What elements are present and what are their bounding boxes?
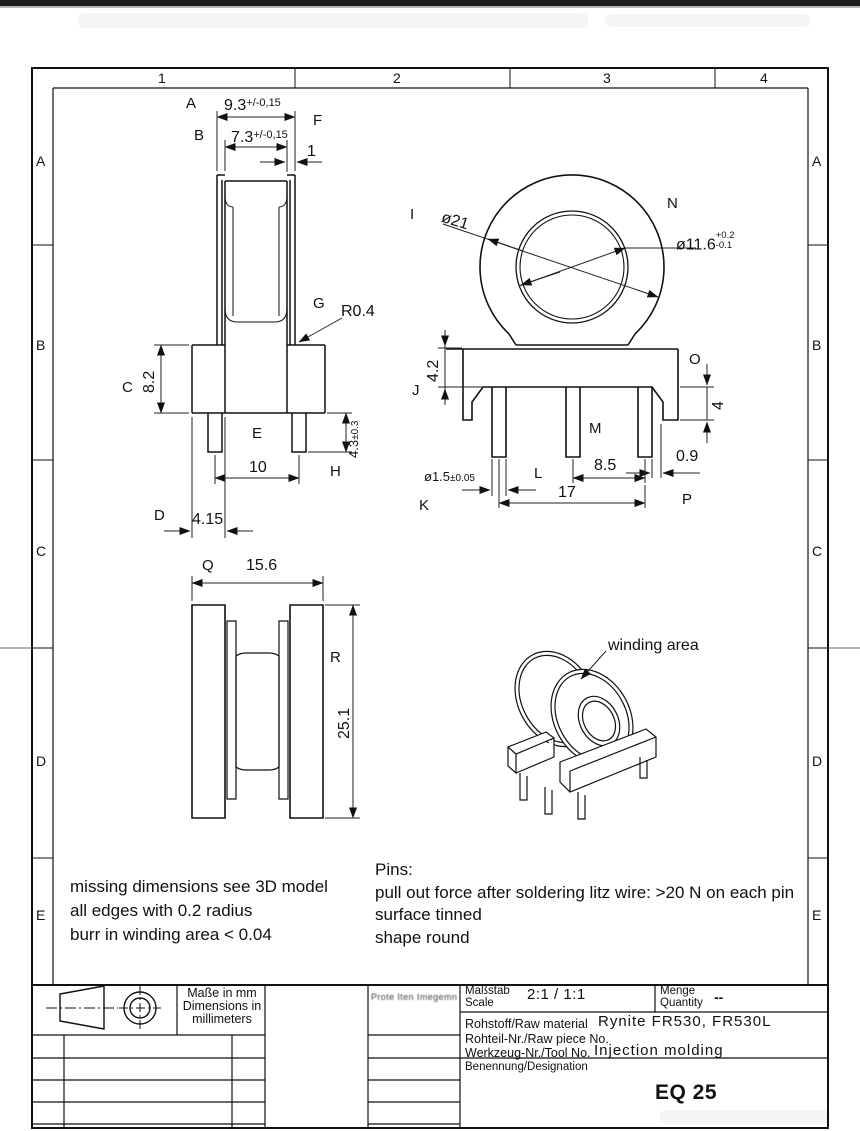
scan-top-bar-shadow — [0, 6, 860, 8]
front-label-e: E — [252, 425, 263, 442]
tool-value: Injection molding — [594, 1042, 724, 1059]
profile-label-q: Q — [202, 557, 214, 574]
pins-notes — [375, 859, 794, 949]
scale-label-en: Scale — [465, 997, 494, 1009]
circ-label-n: N — [667, 195, 678, 212]
zone-row-d-left: D — [36, 753, 47, 769]
zone-row-d-right: D — [812, 753, 823, 769]
scale-label-de: Maßstab — [465, 985, 510, 997]
pins-line: surface tinned — [375, 905, 482, 924]
circ-dim-inner-dia: ø11.6+0.2 -0.1 — [676, 230, 735, 254]
front-label-d: D — [154, 507, 165, 524]
circ-label-p: P — [682, 491, 693, 508]
note-line: burr in winding area < 0.04 — [70, 925, 272, 944]
profile-dim-height: 25.1 — [336, 707, 353, 739]
front-dim-inner-width: $7.3^{+/-0,15}$ — [231, 129, 288, 146]
material-value: Rynite FR530, FR530L — [598, 1013, 772, 1030]
front-label-a: A — [186, 95, 197, 112]
front-dim-base-height: 8.2 — [141, 370, 158, 393]
front-label-g: G — [313, 295, 325, 312]
circ-dim-pin-dia: ø1.5±0.05 — [424, 469, 475, 484]
zone-row-e-left: E — [36, 907, 46, 923]
circ-dim-flange-height: 4.2 — [425, 359, 442, 382]
circ-label-i: I — [410, 206, 415, 223]
material-label: Rohstoff/Raw material — [465, 1017, 588, 1031]
scale-value: 2:1 / 1:1 — [527, 986, 586, 1003]
scan-smudge — [660, 1110, 830, 1124]
zone-row-b-right: B — [812, 337, 822, 353]
zone-row-a-left: A — [36, 153, 46, 169]
circ-label-j: J — [412, 382, 420, 399]
note-line: all edges with 0.2 radius — [70, 901, 253, 920]
pins-line: pull out force after soldering litz wire: >20 N on each pin — [375, 882, 795, 902]
circ-dim-pin-span: 17 — [558, 484, 576, 501]
zone-row-a-right: A — [812, 153, 822, 169]
raw-piece-label: Rohteil-Nr./Raw piece No. — [465, 1032, 609, 1046]
zone-col-1: 1 — [158, 70, 166, 86]
quantity-value: -- — [714, 989, 724, 1005]
tool-label: Werkzeug-Nr./Tool No. — [465, 1046, 591, 1060]
front-dim-pin-offset: 4.15 — [192, 511, 224, 528]
designation-value: EQ 25 — [655, 1081, 718, 1104]
sheet-frame — [0, 68, 860, 1128]
circ-label-o: O — [689, 351, 701, 368]
general-notes — [70, 875, 328, 947]
circ-label-l: L — [534, 465, 543, 482]
zone-row-c-left: C — [36, 543, 47, 559]
front-dim-pin-length: 4.3±0.3 — [346, 420, 361, 458]
quantity-label-en: Quantity — [660, 997, 703, 1009]
designation-label: Benennung/Designation — [465, 1061, 588, 1073]
profile-dim-width: 15.6 — [246, 557, 278, 574]
iso-view-linework — [499, 637, 656, 819]
front-label-h: H — [330, 463, 341, 480]
note-line: missing dimensions see 3D model — [70, 877, 328, 896]
profile-view-linework — [192, 576, 360, 818]
front-label-b: B — [194, 127, 205, 144]
circ-dim-outer-dia: ø21 — [439, 209, 471, 234]
front-label-f: F — [313, 112, 323, 129]
circular-view-linework — [438, 175, 714, 508]
zone-col-3: 3 — [603, 70, 611, 86]
profile-label-r: R — [330, 649, 341, 666]
units-note: Maße in mm Dimensions in millimeters — [182, 986, 262, 1026]
front-label-c: C — [122, 379, 133, 396]
front-dim-fillet: R0.4 — [341, 303, 375, 320]
circ-dim-edge-gap: 0.9 — [676, 448, 699, 465]
pins-title: Pins: — [375, 860, 413, 879]
zone-row-c-right: C — [812, 543, 823, 559]
circ-dim-pin-pitch: 8.5 — [594, 457, 617, 474]
zone-col-4: 4 — [760, 70, 768, 86]
circ-label-k: K — [419, 497, 430, 514]
circ-dim-step-height: 4 — [710, 401, 727, 410]
zone-col-2: 2 — [393, 70, 401, 86]
quantity-label-de: Menge — [660, 985, 696, 997]
front-dim-outer-width: $9.3^{+/-0,15}$ — [224, 97, 281, 114]
front-dim-lip: 1 — [307, 143, 316, 160]
pins-line: shape round — [375, 927, 470, 947]
winding-area-annotation: winding area — [608, 637, 699, 654]
projection-symbol-icon — [46, 986, 161, 1030]
stamp-text: Prote Iten Imegemn — [371, 992, 458, 1002]
scan-smudge — [605, 14, 810, 27]
scan-smudge — [78, 13, 588, 28]
front-dim-pin-pitch: 10 — [249, 459, 267, 476]
zone-row-b-left: B — [36, 337, 46, 353]
zone-row-e-right: E — [812, 907, 822, 923]
circ-label-m: M — [589, 420, 602, 437]
